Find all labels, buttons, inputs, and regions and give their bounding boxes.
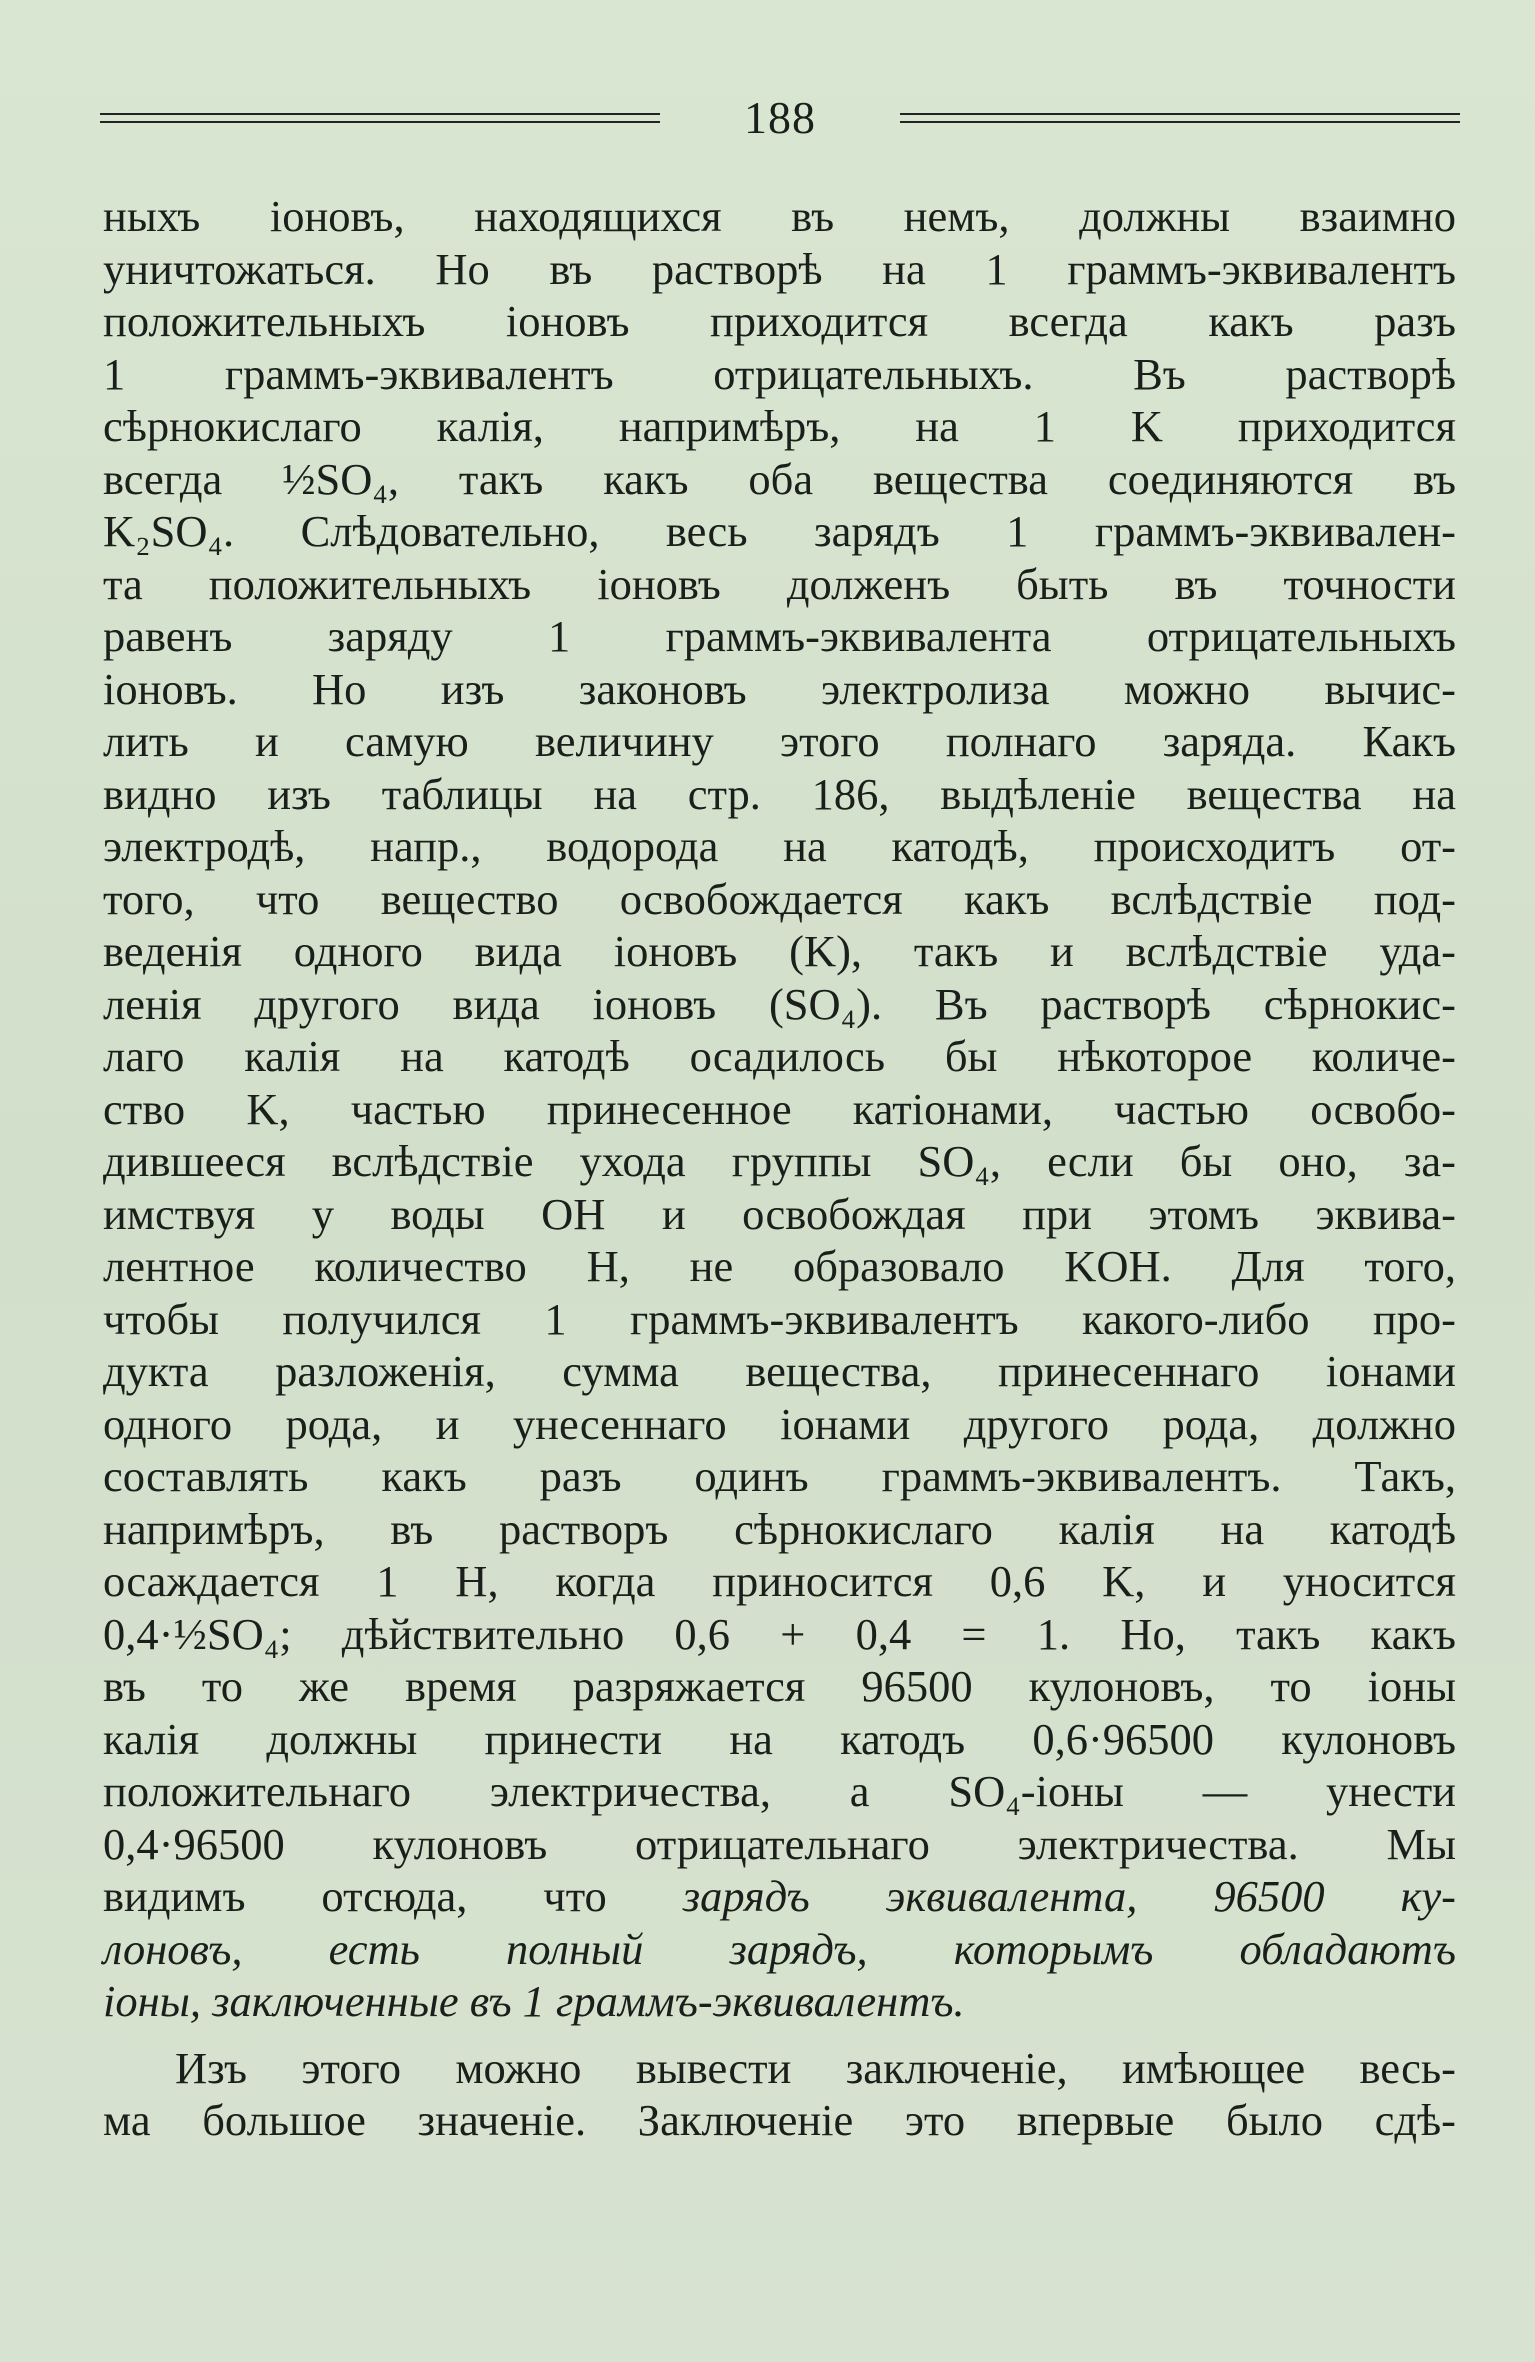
text-line: равенъ заряду 1 граммъ-эквивалента отрицательныхъ [103,611,1456,661]
text-line: дившееся вслѣдствіе ухода группы SO₄, если бы оно, за- [103,1136,1456,1186]
paragraph-2 [103,2042,1456,2147]
paragraph-gap [103,2028,1456,2042]
text-line: лить и самую величину этого полнаго заряда. Какъ [103,716,1456,766]
text-line: составлять какъ разъ одинъ граммъ-эквивалентъ. Такъ, [103,1451,1456,1501]
text-run-italic: зарядъ эквивалента, 96500 ку- [682,1871,1456,1921]
text-line: та положительныхъ іоновъ долженъ быть въ точности [103,558,1456,609]
text-line: лентное количество H, не образовало KOH. Для того, [103,1241,1456,1291]
text-line: напримѣръ, въ растворъ сѣрнокислаго калія на катодѣ [103,1503,1456,1554]
text-line: лаго калія на катодѣ осадилось бы нѣкоторое количе- [103,1031,1456,1081]
text-line: чтобы получился 1 граммъ-эквивалентъ какого-либо про- [103,1293,1456,1344]
header-rule-left [100,113,660,123]
text-line-italic: іоны, заключенные въ 1 граммъ-эквивалентъ. [103,1976,965,2026]
text-run-normal: видимъ отсюда, что [103,1871,683,1921]
text-line: 1 граммъ-эквивалентъ отрицательныхъ. Въ растворѣ [103,348,1456,399]
text-line: іоновъ. Но изъ законовъ электролиза можно вычис- [103,663,1456,714]
text-line: всегда ½SO₄, такъ какъ оба вещества соединяются въ [103,453,1456,504]
page-number: 188 [744,92,816,143]
text-line: ленія другого вида іоновъ (SO₄). Въ растворѣ сѣрнокис- [103,978,1456,1029]
text-line: уничтожаться. Но въ растворѣ на 1 граммъ-эквивалентъ [103,243,1456,294]
text-line: имствуя у воды OH и освобождая при этомъ эквива- [103,1188,1456,1239]
text-line: положительныхъ іоновъ приходится всегда какъ разъ [103,296,1456,346]
text-line: 0,4·½SO₄; дѣйствительно 0,6 + 0,4 = 1. Но, такъ какъ [103,1608,1456,1659]
text-line: K₂SO₄. Слѣдовательно, весь зарядъ 1 граммъ-эквивален- [103,506,1456,556]
text-line: калія должны принести на катодъ 0,6·96500 кулоновъ [103,1713,1456,1764]
text-line-mixed [103,1870,1456,1923]
text-line: ство K, частью принесенное катіонами, частью освобо- [103,1083,1456,1134]
text-line: положительнаго электричества, а SO₄-іоны — унести [103,1766,1456,1816]
text-line: въ то же время разряжается 96500 кулоновъ, то іоны [103,1661,1456,1711]
text-line: дукта разложенія, сумма вещества, принесеннаго іонами [103,1346,1456,1396]
header-rule-right [900,113,1460,123]
text-line: одного рода, и унесеннаго іонами другого рода, должно [103,1398,1456,1449]
text-line: того, что вещество освобождается какъ вслѣдствіе под- [103,873,1456,924]
text-line: сѣрнокислаго калія, напримѣръ, на 1 K приходится [103,401,1456,451]
text-line: веденія одного вида іоновъ (K), такъ и вслѣдствіе уда- [103,926,1456,976]
text-line: Изъ этого можно вывести заключеніе, имѣющее весь- [175,2042,1456,2093]
page-body [103,190,1456,2147]
text-line: видно изъ таблицы на стр. 186, выдѣленіе вещества на [103,768,1456,819]
text-line: ныхъ іоновъ, находящихся въ немъ, должны взаимно [103,191,1456,241]
text-line: ма большое значеніе. Заключеніе это впервые было сдѣ- [103,2095,1456,2145]
text-line-italic: лоновъ, есть полный зарядъ, которымъ обладаютъ [103,1923,1456,1974]
paragraph-1 [103,190,1456,2028]
text-line: электродѣ, напр., водорода на катодѣ, происходитъ от- [103,821,1456,871]
page-header [100,88,1460,148]
text-line: осаждается 1 H, когда приносится 0,6 K, и уносится [103,1556,1456,1606]
text-line: 0,4·96500 кулоновъ отрицательнаго электричества. Мы [103,1818,1456,1869]
